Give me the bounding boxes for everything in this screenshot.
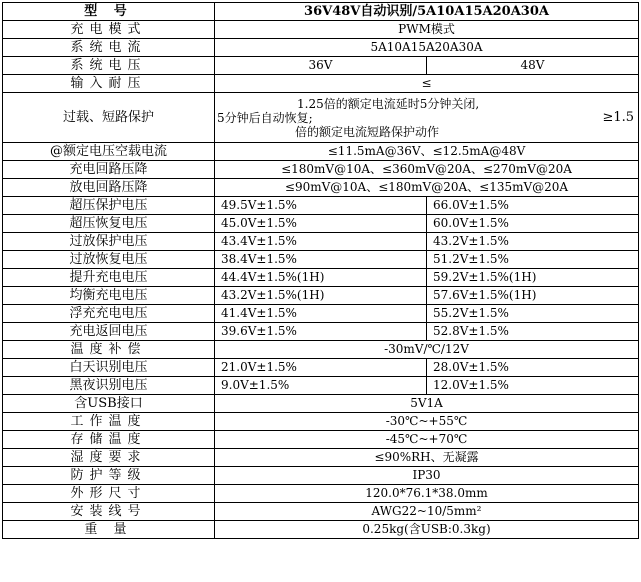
table-row — [3, 197, 639, 215]
row-value: 5A10A15A20A30A — [215, 39, 639, 57]
row-value-36v: 36V — [215, 57, 427, 75]
protection-cell — [215, 93, 639, 143]
table-row — [3, 485, 639, 503]
table-row — [3, 75, 639, 93]
row-value: 5V1A — [215, 395, 639, 413]
table-row — [3, 413, 639, 431]
row-label: 白天识别电压 — [3, 359, 215, 377]
row-label: 均衡充电电压 — [3, 287, 215, 305]
protection-row — [3, 93, 639, 143]
row-label: 充电返回电压 — [3, 323, 215, 341]
protection-label: 过载、短路保护 — [3, 93, 215, 143]
row-value-36v: 21.0V±1.5% — [215, 359, 427, 377]
table-row — [3, 287, 639, 305]
table-row — [3, 179, 639, 197]
row-label: 系统电压 — [3, 57, 215, 75]
row-value-48v: 28.0V±1.5% — [427, 359, 639, 377]
row-value-36v: 44.4V±1.5%(1H) — [215, 269, 427, 287]
table-row — [3, 269, 639, 287]
row-value-48v: 59.2V±1.5%(1H) — [427, 269, 639, 287]
table-row — [3, 39, 639, 57]
row-label: 温度补偿 — [3, 341, 215, 359]
row-value: PWM模式 — [215, 21, 639, 39]
table-row — [3, 215, 639, 233]
row-value-36v: 38.4V±1.5% — [215, 251, 427, 269]
table-row — [3, 449, 639, 467]
row-value: ≤90%RH、无凝露 — [215, 449, 639, 467]
table-row — [3, 143, 639, 161]
row-label: 防护等级 — [3, 467, 215, 485]
table-row — [3, 521, 639, 539]
row-value: AWG22~10/5mm² — [215, 503, 639, 521]
table-row — [3, 233, 639, 251]
row-value-48v: 60.0V±1.5% — [427, 215, 639, 233]
row-value-48v: 43.2V±1.5% — [427, 233, 639, 251]
table-row — [3, 305, 639, 323]
row-label: 外形尺寸 — [3, 485, 215, 503]
row-label: 放电回路压降 — [3, 179, 215, 197]
row-label: 湿度要求 — [3, 449, 215, 467]
row-label: 浮充充电电压 — [3, 305, 215, 323]
row-label: 黑夜识别电压 — [3, 377, 215, 395]
row-value: IP30 — [215, 467, 639, 485]
row-value-48v: 52.8V±1.5% — [427, 323, 639, 341]
row-label: 系统电流 — [3, 39, 215, 57]
row-value-36v: 49.5V±1.5% — [215, 197, 427, 215]
row-label: @额定电压空载电流 — [3, 143, 215, 161]
row-value-36v: 9.0V±1.5% — [215, 377, 427, 395]
row-value-36v: 41.4V±1.5% — [215, 305, 427, 323]
row-value: ≤11.5mA@36V、≤12.5mA@48V — [215, 143, 639, 161]
row-label: 充电模式 — [3, 21, 215, 39]
table-row — [3, 431, 639, 449]
row-value: ≤90mV@10A、≤180mV@20A、≤135mV@20A — [215, 179, 639, 197]
row-value-48v: 48V — [427, 57, 639, 75]
row-value-36v: 43.4V±1.5% — [215, 233, 427, 251]
row-value: -45℃~+70℃ — [215, 431, 639, 449]
protection-multiplier: ≥1.5 — [602, 109, 635, 125]
row-label: 提升充电电压 — [3, 269, 215, 287]
row-label: 存储温度 — [3, 431, 215, 449]
row-label: 输入耐压 — [3, 75, 215, 93]
row-value-48v: 51.2V±1.5% — [427, 251, 639, 269]
row-value: -30mV/℃/12V — [215, 341, 639, 359]
header-label: 型 号 — [3, 3, 215, 21]
table-row — [3, 395, 639, 413]
row-label: 重 量 — [3, 521, 215, 539]
protection-line-2: 5分钟后自动恢复; — [217, 110, 313, 125]
row-label: 含USB接口 — [3, 395, 215, 413]
table-row — [3, 57, 639, 75]
table-row — [3, 251, 639, 269]
row-label: 过放保护电压 — [3, 233, 215, 251]
table-row — [3, 21, 639, 39]
table-row — [3, 359, 639, 377]
row-value: -30℃~+55℃ — [215, 413, 639, 431]
row-value-36v: 45.0V±1.5% — [215, 215, 427, 233]
header-value: 36V48V自动识别/5A10A15A20A30A — [215, 3, 639, 21]
table-row — [3, 323, 639, 341]
row-value-36v: 43.2V±1.5%(1H) — [215, 287, 427, 305]
row-label: 过放恢复电压 — [3, 251, 215, 269]
protection-line-1: 1.25倍的额定电流延时5分钟关闭, — [297, 96, 480, 111]
table-row — [3, 503, 639, 521]
row-label: 超压保护电压 — [3, 197, 215, 215]
row-value: 0.25kg(含USB:0.3kg) — [215, 521, 639, 539]
row-value: ≤180mV@10A、≤360mV@20A、≤270mV@20A — [215, 161, 639, 179]
row-value: 120.0*76.1*38.0mm — [215, 485, 639, 503]
row-label: 超压恢复电压 — [3, 215, 215, 233]
row-label: 工作温度 — [3, 413, 215, 431]
spec-table — [2, 2, 639, 539]
row-value-48v: 57.6V±1.5%(1H) — [427, 287, 639, 305]
row-value-48v: 55.2V±1.5% — [427, 305, 639, 323]
table-row — [3, 341, 639, 359]
row-label: 安装线号 — [3, 503, 215, 521]
protection-line-3: 倍的额定电流短路保护动作 — [295, 124, 440, 139]
table-row — [3, 377, 639, 395]
row-label: 充电回路压降 — [3, 161, 215, 179]
table-row — [3, 161, 639, 179]
table-row — [3, 467, 639, 485]
header-row — [3, 3, 639, 21]
row-value-36v: 39.6V±1.5% — [215, 323, 427, 341]
row-value-48v: 66.0V±1.5% — [427, 197, 639, 215]
row-value-48v: 12.0V±1.5% — [427, 377, 639, 395]
row-value: ≤ — [215, 75, 639, 93]
